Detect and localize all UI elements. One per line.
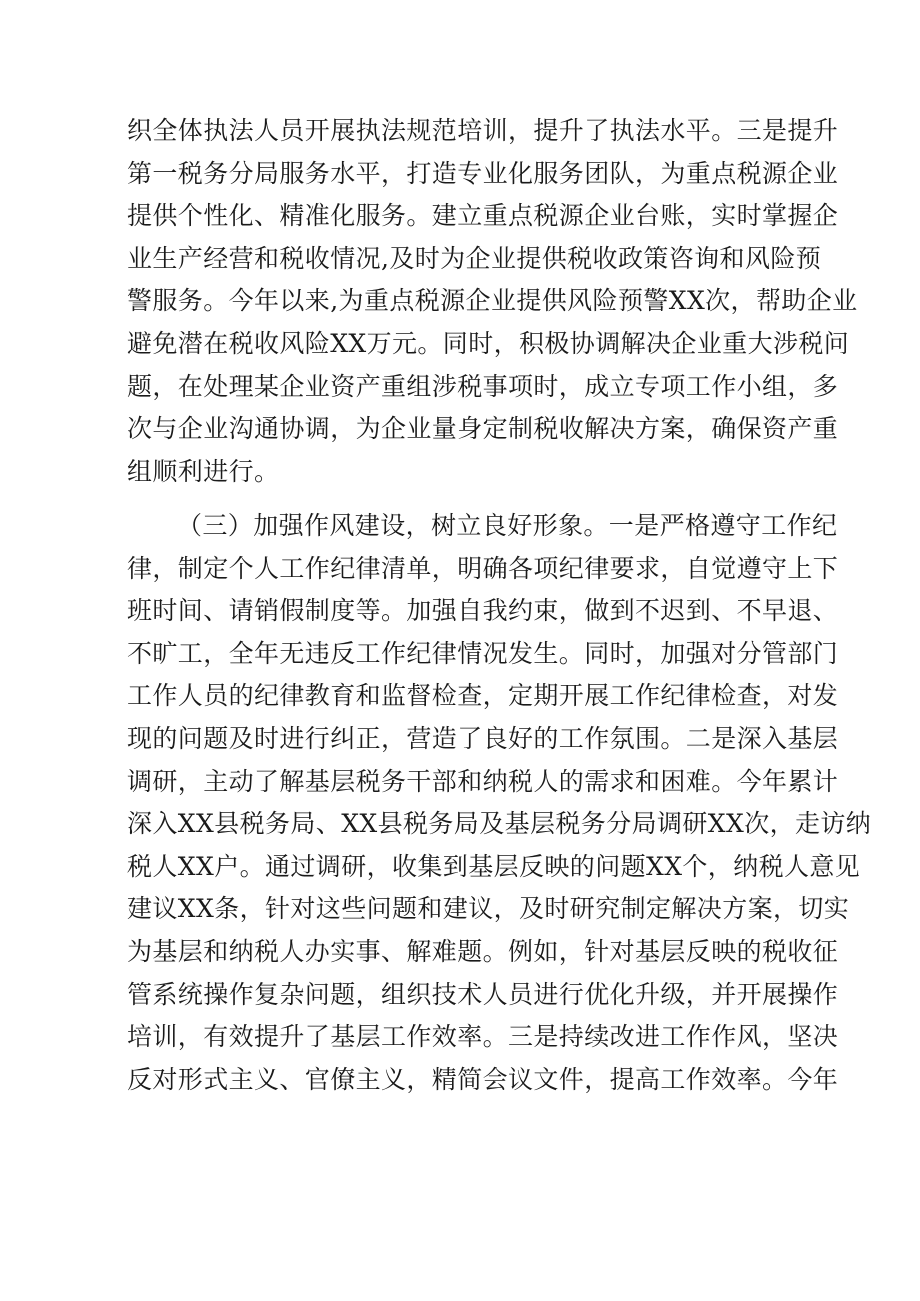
text-line: 反对形式主义、官僚主义，精简会议文件，提高工作效率。今年	[127, 1064, 839, 1094]
text-line: 提供个性化、精准化服务。建立重点税源企业台账，实时掌握企	[127, 201, 839, 231]
paragraph-2	[127, 505, 872, 1101]
text-line: 班时间、请销假制度等。加强自我约束，做到不迟到、不早退、	[127, 596, 839, 626]
section-heading-line: （三）加强作风建设，树立良好形象。一是严格遵守工作纪	[177, 511, 838, 540]
text-line: 题，在处理某企业资产重组涉税事项时，成立专项工作小组，多	[127, 371, 839, 401]
text-line: 培训，有效提升了基层工作效率。三是持续改进工作作风，坚决	[127, 1022, 839, 1052]
text-line: 现的问题及时进行纠正，营造了良好的工作氛围。二是深入基层	[127, 723, 839, 753]
text-line: 建议XX条，针对这些问题和建议，及时研究制定解决方案，切实	[127, 894, 850, 924]
text-line: 组顺利进行。	[127, 456, 280, 486]
text-line: 次与企业沟通协调，为企业量身定制税收解决方案，确保资产重	[127, 414, 839, 444]
paragraph-1	[127, 110, 858, 493]
text-line: 业生产经营和税收情况,及时为企业提供税收政策咨询和风险预	[127, 243, 822, 273]
text-line: 律，制定个人工作纪律清单，明确各项纪律要求，自觉遵守上下	[127, 553, 839, 583]
text-line: 第一税务分局服务水平，打造专业化服务团队，为重点税源企业	[127, 158, 839, 188]
text-line: 税人XX户。通过调研，收集到基层反映的问题XX个，纳税人意见	[127, 851, 861, 881]
text-line: 管系统操作复杂问题，组织技术人员进行优化升级，并开展操作	[127, 979, 839, 1009]
text-line: 深入XX县税务局、XX县税务局及基层税务分局调研XX次，走访纳	[127, 809, 872, 839]
text-line: 不旷工，全年无违反工作纪律情况发生。同时，加强对分管部门	[127, 638, 839, 668]
text-line: 避免潜在税收风险XX万元。同时，积极协调解决企业重大涉税问	[127, 328, 850, 358]
text-line: 为基层和纳税人办实事、解难题。例如，针对基层反映的税收征	[127, 936, 839, 966]
text-line: 织全体执法人员开展执法规范培训，提升了执法水平。三是提升	[127, 116, 839, 145]
text-line: 警服务。今年以来,为重点税源企业提供风险预警XX次，帮助企业	[127, 286, 858, 316]
text-line: 工作人员的纪律教育和监督检查，定期开展工作纪律检查，对发	[127, 681, 839, 711]
text-line: 调研，主动了解基层税务干部和纳税人的需求和困难。今年累计	[127, 766, 839, 796]
